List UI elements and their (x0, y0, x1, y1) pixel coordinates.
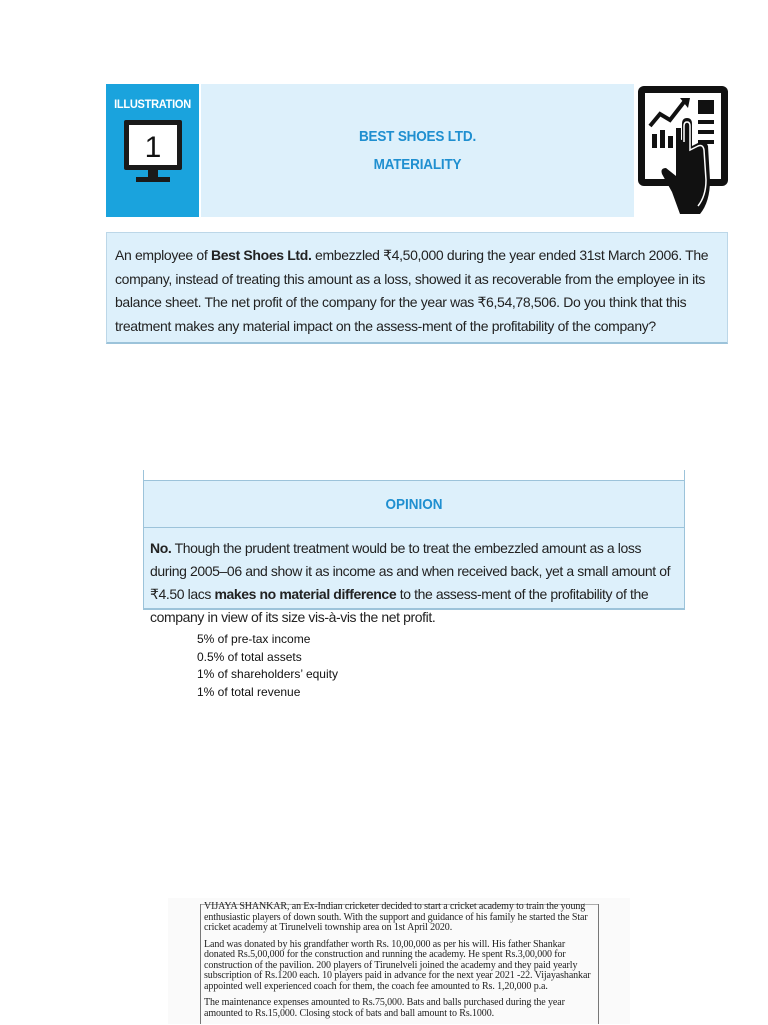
list-item: 1% of shareholders’ equity (197, 667, 338, 681)
opinion-body (143, 528, 685, 625)
divider (598, 904, 599, 1024)
opinion-heading-box (143, 480, 685, 528)
opinion-emphasis: makes no material difference (214, 586, 397, 602)
company-name: Best Shoes Ltd. (210, 247, 312, 263)
question-text: An employee of Best Shoes Ltd. embezzled ₹4,50,000 during the year ended 31st March 2006. The company, instead of treating this amount as a loss, showed it as recoverable from the employee in its balance sheet. The net profit of the company for the year was ₹6,54,78,506. Do you think that this treatment makes any material impact on the assess-ment of the profitability of the company? (115, 247, 709, 334)
opinion-answer: No. (150, 540, 172, 556)
case-study-excerpt (168, 898, 630, 1024)
list-item: 5% of pre-tax income (197, 632, 311, 646)
case-paragraph: Land was donated by his grandfather worth Rs. 10,00,000 as per his will. His father Shankar donated Rs.5,00,000 for the construction and running the academy. He spent Rs.3,00,000 for construction of the pavilion. 200 players of Tirunelveli joined the academy and they paid yearly subscription of Rs.1200 each. 10 players paid in advance for the next year 2021 -22. Vijayashankar appointed well experienced coach for them, the coach fee amounted to Rs. 1,20,000 p.a. (204, 938, 591, 992)
illustration-label: ILLUSTRATION (114, 97, 191, 111)
illustration-title: BEST SHOES LTD. (358, 128, 477, 145)
tablet-chart-icon (636, 84, 730, 216)
opinion-text: No. Though the prudent treatment would be to treat the embezzled amount as a loss during 2005–06 and show it as income as and when received back, yet a small amount of ₹4.50 lacs makes no material difference to the assess-ment of the profitability of the company in view of its size vis-à-vis the net profit. (150, 540, 671, 625)
case-text (204, 902, 596, 1025)
monitor-icon (122, 118, 184, 188)
opinion-heading: OPINION (385, 496, 443, 513)
case-paragraph: The maintenance expenses amounted to Rs.75,000. Bats and balls purchased during the year amounted to Rs.15,000. Closing stock of bats and ball amount to Rs.1000. (204, 997, 565, 1019)
opinion-box-top-edge (143, 470, 685, 480)
list-item: 0.5% of total assets (197, 649, 302, 664)
list-item: 1% of total revenue (197, 684, 301, 699)
illustration-tab (106, 84, 199, 217)
case-paragraph: VIJAYA SHANKAR, an Ex-Indian cricketer decided to start a cricket academy to train the young enthusiastic players of down south. With the support and guidance of his family he started the Star cricket academy at Tirunelveli township area on 1st April 2020. (204, 901, 588, 933)
illustration-title-band (201, 84, 634, 217)
illustration-question (106, 232, 728, 344)
illustration-subtitle: MATERIALITY (373, 156, 462, 173)
divider (200, 904, 201, 1024)
illustration-number: 1 (144, 131, 162, 164)
materiality-thresholds-list (197, 631, 338, 701)
